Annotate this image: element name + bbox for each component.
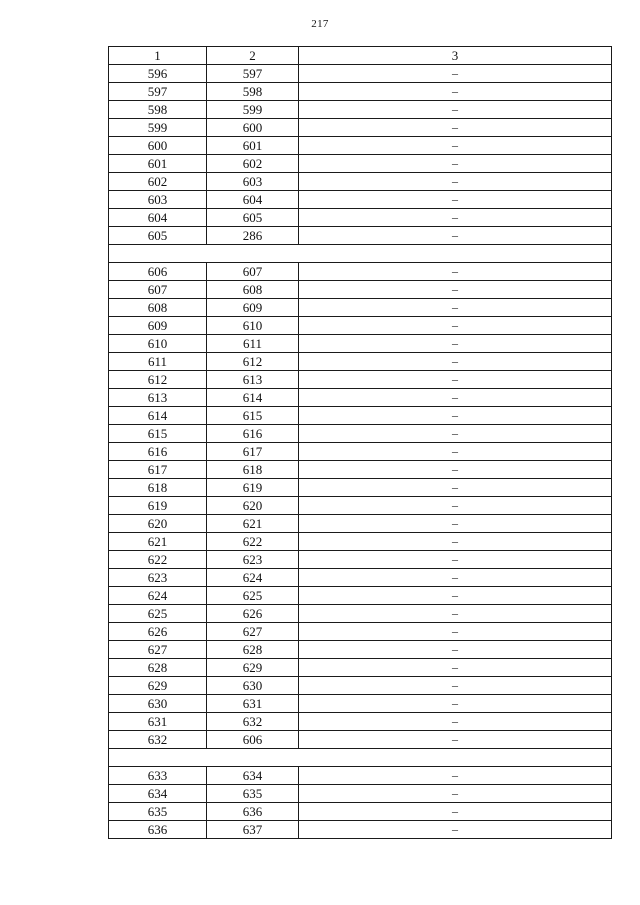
table-row <box>109 695 612 713</box>
table-cell-col-2: 613 <box>207 371 299 389</box>
table-cell-col-2: 620 <box>207 497 299 515</box>
table-cell-col-1: 619 <box>109 497 207 515</box>
data-table <box>108 46 612 839</box>
table-cell-col-1: 615 <box>109 425 207 443</box>
table-cell-col-2: 606 <box>207 731 299 749</box>
table-cell-col-1: 634 <box>109 785 207 803</box>
table-cell-col-1: 612 <box>109 371 207 389</box>
table-cell-col-1: 623 <box>109 569 207 587</box>
table-cell-col-2: 611 <box>207 335 299 353</box>
table-row <box>109 65 612 83</box>
table-cell-col-2: 634 <box>207 767 299 785</box>
table-row <box>109 641 612 659</box>
table-row <box>109 407 612 425</box>
table-cell-col-2: 629 <box>207 659 299 677</box>
table-cell-col-2: 628 <box>207 641 299 659</box>
table-row <box>109 479 612 497</box>
table-cell-col-1: 608 <box>109 299 207 317</box>
table-row <box>109 461 612 479</box>
table-cell-col-2: 605 <box>207 209 299 227</box>
table-row <box>109 731 612 749</box>
table-row <box>109 353 612 371</box>
group-separator-row <box>109 245 612 263</box>
group-separator-row <box>109 749 612 767</box>
table-cell-col-1: 621 <box>109 533 207 551</box>
table-cell-col-3: – <box>299 623 612 641</box>
table-row <box>109 119 612 137</box>
table-cell-col-2: 604 <box>207 191 299 209</box>
table-cell-col-3: – <box>299 335 612 353</box>
table-row <box>109 767 612 785</box>
table-cell-col-2: 617 <box>207 443 299 461</box>
table-cell-col-3: – <box>299 479 612 497</box>
table-cell-col-2: 632 <box>207 713 299 731</box>
table-cell-col-3: – <box>299 731 612 749</box>
table-cell-col-1: 617 <box>109 461 207 479</box>
table-cell-col-1: 631 <box>109 713 207 731</box>
table-cell-col-2: 627 <box>207 623 299 641</box>
table-cell-col-3: – <box>299 515 612 533</box>
table-cell-col-3: – <box>299 209 612 227</box>
table-cell-col-1: 604 <box>109 209 207 227</box>
table-cell-col-3: – <box>299 227 612 245</box>
table-cell-col-1: 622 <box>109 551 207 569</box>
table-row <box>109 659 612 677</box>
table-cell-col-2: 612 <box>207 353 299 371</box>
table-cell-col-2: 616 <box>207 425 299 443</box>
table-row <box>109 191 612 209</box>
table-cell-col-2: 637 <box>207 821 299 839</box>
table-cell-col-1: 600 <box>109 137 207 155</box>
table-cell-col-2: 598 <box>207 83 299 101</box>
table-row <box>109 281 612 299</box>
table-cell-col-3: – <box>299 299 612 317</box>
table-cell-col-3: – <box>299 551 612 569</box>
table-cell-col-1: 609 <box>109 317 207 335</box>
table-cell-col-2: 609 <box>207 299 299 317</box>
table-row <box>109 299 612 317</box>
table-cell-col-2: 607 <box>207 263 299 281</box>
table-cell-col-2: 635 <box>207 785 299 803</box>
table-row <box>109 335 612 353</box>
table-row <box>109 821 612 839</box>
table-row <box>109 803 612 821</box>
table-row <box>109 137 612 155</box>
table-row <box>109 389 612 407</box>
column-header-1: 1 <box>109 47 207 65</box>
table-cell-col-2: 597 <box>207 65 299 83</box>
table-cell-col-3: – <box>299 101 612 119</box>
table-cell-col-1: 620 <box>109 515 207 533</box>
page-number: 217 <box>311 18 329 30</box>
table-row <box>109 83 612 101</box>
table-cell-col-2: 619 <box>207 479 299 497</box>
table-row <box>109 497 612 515</box>
table-cell-col-2: 621 <box>207 515 299 533</box>
table-cell-col-1: 614 <box>109 407 207 425</box>
table-row <box>109 587 612 605</box>
table-cell-col-2: 601 <box>207 137 299 155</box>
column-header-3: 3 <box>299 47 612 65</box>
table-cell-col-3: – <box>299 65 612 83</box>
table-cell-col-3: – <box>299 569 612 587</box>
table-cell-col-1: 606 <box>109 263 207 281</box>
table-cell-col-1: 599 <box>109 119 207 137</box>
table-cell-col-1: 605 <box>109 227 207 245</box>
table-row <box>109 425 612 443</box>
table-cell-col-1: 611 <box>109 353 207 371</box>
table-cell-col-3: – <box>299 677 612 695</box>
table-cell-col-2: 608 <box>207 281 299 299</box>
table-row <box>109 515 612 533</box>
table-cell-col-2: 614 <box>207 389 299 407</box>
table-cell-col-1: 597 <box>109 83 207 101</box>
table-cell-col-2: 599 <box>207 101 299 119</box>
table-row <box>109 551 612 569</box>
table-cell-col-3: – <box>299 533 612 551</box>
table-row <box>109 155 612 173</box>
table-cell-col-3: – <box>299 407 612 425</box>
table-row <box>109 623 612 641</box>
table-header-row <box>109 47 612 65</box>
table-row <box>109 677 612 695</box>
table-cell-col-1: 601 <box>109 155 207 173</box>
table-cell-col-1: 607 <box>109 281 207 299</box>
table-cell-col-3: – <box>299 767 612 785</box>
table-cell-col-3: – <box>299 659 612 677</box>
table-cell-col-3: – <box>299 803 612 821</box>
table-cell-col-1: 627 <box>109 641 207 659</box>
table-row <box>109 209 612 227</box>
table-cell-col-2: 622 <box>207 533 299 551</box>
table-cell-col-3: – <box>299 785 612 803</box>
table-row <box>109 569 612 587</box>
table-row <box>109 227 612 245</box>
table-cell-col-1: 618 <box>109 479 207 497</box>
table-cell-col-2: 624 <box>207 569 299 587</box>
table-cell-col-3: – <box>299 695 612 713</box>
table-cell-col-1: 602 <box>109 173 207 191</box>
table-cell-col-2: 286 <box>207 227 299 245</box>
table-cell-col-2: 602 <box>207 155 299 173</box>
table-body <box>109 47 612 839</box>
table-cell-col-3: – <box>299 425 612 443</box>
table-cell-col-2: 636 <box>207 803 299 821</box>
table-cell-col-2: 615 <box>207 407 299 425</box>
table-cell-col-1: 630 <box>109 695 207 713</box>
table-cell-col-1: 629 <box>109 677 207 695</box>
table-cell-col-3: – <box>299 587 612 605</box>
table-row <box>109 101 612 119</box>
table-row <box>109 605 612 623</box>
table-cell-col-1: 632 <box>109 731 207 749</box>
table-cell-col-1: 598 <box>109 101 207 119</box>
table-cell-col-2: 610 <box>207 317 299 335</box>
table-row <box>109 785 612 803</box>
table-cell-col-3: – <box>299 137 612 155</box>
group-separator-cell <box>109 245 612 263</box>
table-cell-col-1: 603 <box>109 191 207 209</box>
table-cell-col-2: 631 <box>207 695 299 713</box>
table-cell-col-3: – <box>299 173 612 191</box>
table-cell-col-1: 635 <box>109 803 207 821</box>
table-cell-col-2: 630 <box>207 677 299 695</box>
column-header-2: 2 <box>207 47 299 65</box>
table-cell-col-3: – <box>299 605 612 623</box>
table-row <box>109 533 612 551</box>
table-cell-col-1: 624 <box>109 587 207 605</box>
table-cell-col-2: 625 <box>207 587 299 605</box>
table-cell-col-3: – <box>299 263 612 281</box>
table-cell-col-2: 603 <box>207 173 299 191</box>
table-cell-col-2: 626 <box>207 605 299 623</box>
table-cell-col-3: – <box>299 353 612 371</box>
table-cell-col-3: – <box>299 641 612 659</box>
table-cell-col-1: 636 <box>109 821 207 839</box>
table-cell-col-1: 628 <box>109 659 207 677</box>
table-cell-col-3: – <box>299 497 612 515</box>
table-cell-col-3: – <box>299 443 612 461</box>
table-cell-col-2: 600 <box>207 119 299 137</box>
table-cell-col-3: – <box>299 821 612 839</box>
table-cell-col-3: – <box>299 155 612 173</box>
table-cell-col-1: 625 <box>109 605 207 623</box>
table-cell-col-1: 610 <box>109 335 207 353</box>
table-row <box>109 317 612 335</box>
table-row <box>109 263 612 281</box>
table-cell-col-3: – <box>299 389 612 407</box>
table-row <box>109 443 612 461</box>
table-cell-col-1: 616 <box>109 443 207 461</box>
table-cell-col-3: – <box>299 83 612 101</box>
table-row <box>109 371 612 389</box>
table-cell-col-2: 618 <box>207 461 299 479</box>
table-cell-col-3: – <box>299 371 612 389</box>
table-cell-col-3: – <box>299 461 612 479</box>
table-cell-col-2: 623 <box>207 551 299 569</box>
table-row <box>109 713 612 731</box>
table-cell-col-3: – <box>299 119 612 137</box>
table-cell-col-1: 613 <box>109 389 207 407</box>
group-separator-cell <box>109 749 612 767</box>
table-row <box>109 173 612 191</box>
table-cell-col-1: 633 <box>109 767 207 785</box>
table-cell-col-1: 626 <box>109 623 207 641</box>
table-cell-col-3: – <box>299 191 612 209</box>
table-cell-col-3: – <box>299 317 612 335</box>
table-cell-col-3: – <box>299 281 612 299</box>
table-cell-col-1: 596 <box>109 65 207 83</box>
table-cell-col-3: – <box>299 713 612 731</box>
